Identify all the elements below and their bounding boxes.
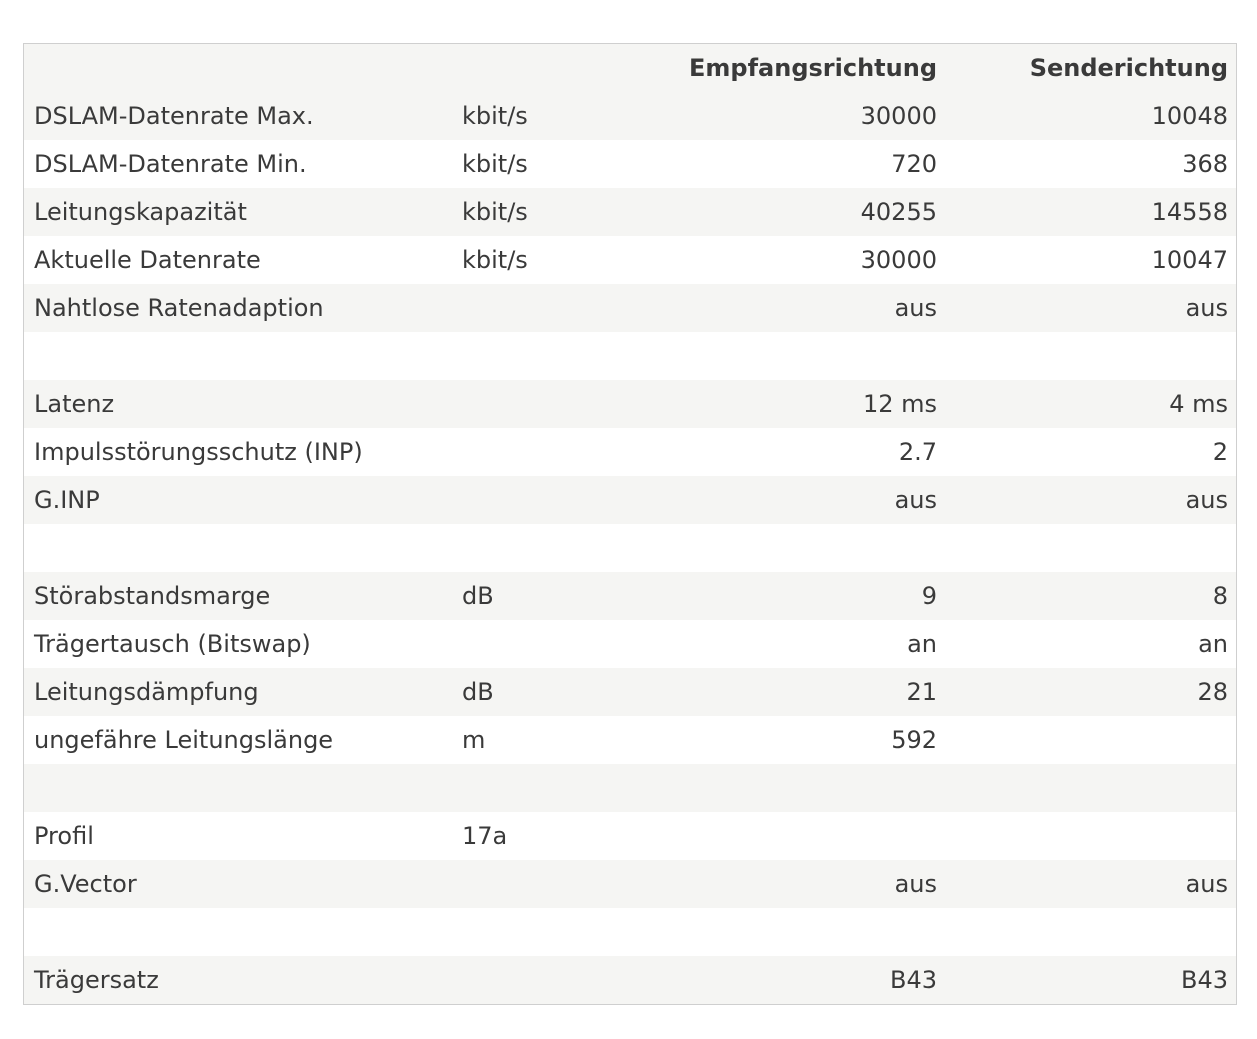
table-row — [24, 284, 1236, 332]
table-row — [24, 620, 1236, 668]
row-downstream-value — [682, 908, 937, 956]
table-row — [24, 236, 1236, 284]
row-upstream-value: 28 — [1197, 678, 1228, 706]
row-label: Impulsstörungsschutz (INP) — [34, 438, 363, 466]
table-row — [24, 716, 1236, 764]
row-downstream-value: 12 ms — [862, 390, 937, 418]
row-unit — [462, 764, 682, 812]
row-label — [24, 764, 462, 812]
row-downstream-value — [682, 332, 937, 380]
row-label: Nahtlose Ratenadaption — [34, 294, 324, 322]
row-unit: kbit/s — [462, 102, 528, 130]
dsl-info-table — [24, 44, 1236, 1004]
row-downstream-value: 30000 — [860, 246, 937, 274]
row-label: DSLAM-Datenrate Max. — [34, 102, 314, 130]
row-downstream-value: 2.7 — [898, 438, 937, 466]
row-downstream-value: aus — [894, 870, 937, 898]
table-row — [24, 380, 1236, 428]
row-upstream-value: 8 — [1212, 582, 1228, 610]
row-unit — [462, 284, 682, 332]
row-unit — [462, 620, 682, 668]
table-row — [24, 92, 1236, 140]
row-unit — [462, 332, 682, 380]
table-row — [24, 668, 1236, 716]
row-unit: dB — [462, 582, 494, 610]
table-row — [24, 572, 1236, 620]
row-upstream-value: B43 — [1180, 966, 1228, 994]
row-label: Aktuelle Datenrate — [34, 246, 261, 274]
row-unit — [462, 956, 682, 1004]
row-downstream-value: 592 — [891, 726, 937, 754]
row-upstream-value: 10048 — [1151, 102, 1228, 130]
row-downstream-value: an — [907, 630, 937, 658]
row-unit — [462, 380, 682, 428]
row-downstream-value: B43 — [889, 966, 937, 994]
table-row — [24, 764, 1236, 812]
row-unit: m — [462, 726, 486, 754]
row-unit: 17a — [462, 822, 508, 850]
row-unit — [462, 860, 682, 908]
row-downstream-value: aus — [894, 486, 937, 514]
row-unit: kbit/s — [462, 246, 528, 274]
table-row — [24, 140, 1236, 188]
row-upstream-value: 368 — [1182, 150, 1228, 178]
table-row — [24, 476, 1236, 524]
table-row — [24, 332, 1236, 380]
row-downstream-value: 30000 — [860, 102, 937, 130]
row-label: Störabstandsmarge — [34, 582, 271, 610]
header-label — [24, 44, 462, 92]
row-unit — [462, 524, 682, 572]
row-upstream-value — [937, 908, 1236, 956]
row-downstream-value: 40255 — [860, 198, 937, 226]
table-row — [24, 860, 1236, 908]
row-upstream-value: 4 ms — [1169, 390, 1228, 418]
row-label: Leitungskapazität — [34, 198, 247, 226]
table-header-row — [24, 44, 1236, 92]
table-row — [24, 428, 1236, 476]
table-row — [24, 524, 1236, 572]
row-downstream-value — [682, 764, 937, 812]
row-upstream-value: 10047 — [1151, 246, 1228, 274]
row-label: Trägertausch (Bitswap) — [34, 630, 311, 658]
row-downstream-value: 21 — [906, 678, 937, 706]
row-upstream-value: 14558 — [1151, 198, 1228, 226]
row-unit: dB — [462, 678, 494, 706]
row-label — [24, 332, 462, 380]
row-upstream-value: aus — [1185, 486, 1228, 514]
row-upstream-value — [937, 716, 1236, 764]
row-upstream-value: an — [1198, 630, 1228, 658]
row-downstream-value: 9 — [921, 582, 937, 610]
row-upstream-value — [937, 524, 1236, 572]
row-label: G.INP — [34, 486, 100, 514]
row-downstream-value: 720 — [891, 150, 937, 178]
row-unit: kbit/s — [462, 198, 528, 226]
row-unit — [462, 476, 682, 524]
row-downstream-value: aus — [894, 294, 937, 322]
row-label: Trägersatz — [34, 966, 159, 994]
row-downstream-value — [682, 812, 937, 860]
row-label: Profil — [34, 822, 94, 850]
row-upstream-value — [937, 332, 1236, 380]
row-upstream-value: aus — [1185, 294, 1228, 322]
row-downstream-value — [682, 524, 937, 572]
row-label: Latenz — [34, 390, 115, 418]
row-label: DSLAM-Datenrate Min. — [34, 150, 307, 178]
row-upstream-value — [937, 812, 1236, 860]
dsl-info-table-container — [23, 43, 1237, 1005]
row-label: G.Vector — [34, 870, 137, 898]
row-label: ungefähre Leitungslänge — [34, 726, 334, 754]
row-unit — [462, 908, 682, 956]
header-upstream: Senderichtung — [1029, 54, 1228, 82]
row-label — [24, 524, 462, 572]
row-upstream-value — [937, 764, 1236, 812]
row-unit — [462, 428, 682, 476]
table-row — [24, 812, 1236, 860]
table-row — [24, 188, 1236, 236]
header-unit — [462, 44, 682, 92]
row-upstream-value: aus — [1185, 870, 1228, 898]
row-unit: kbit/s — [462, 150, 528, 178]
row-upstream-value: 2 — [1212, 438, 1228, 466]
table-row — [24, 956, 1236, 1004]
header-downstream: Empfangsrichtung — [689, 54, 937, 82]
row-label: Leitungsdämpfung — [34, 678, 259, 706]
table-row — [24, 908, 1236, 956]
row-label — [24, 908, 462, 956]
